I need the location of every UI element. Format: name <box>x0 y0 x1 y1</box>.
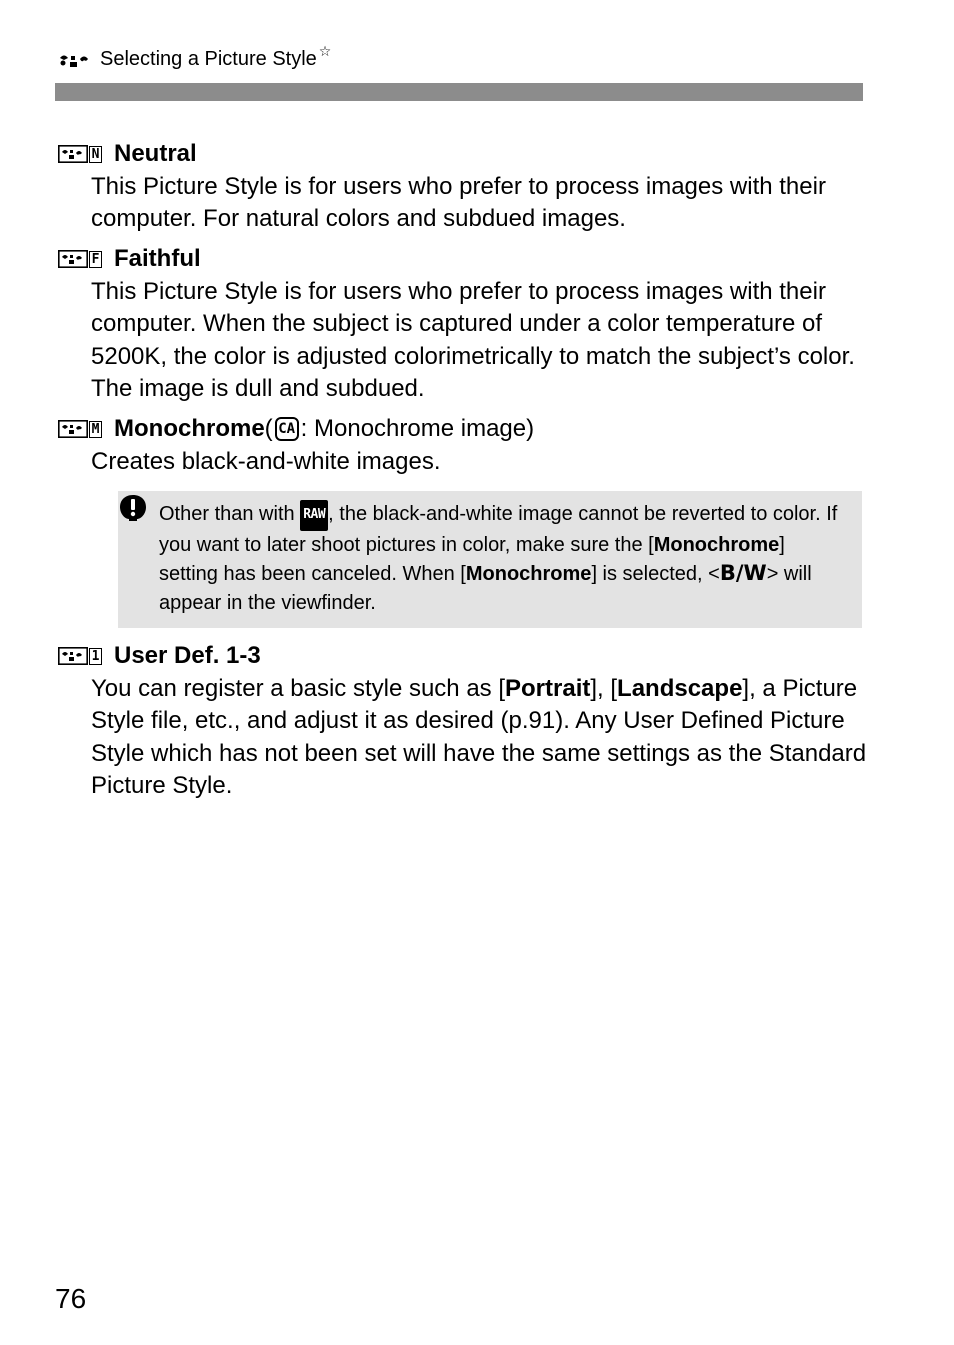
bw-indicator: B/W <box>719 561 767 586</box>
raw-icon: RAW <box>300 500 328 531</box>
picture-style-faithful-icon <box>58 249 102 269</box>
monochrome-letter: M <box>89 421 102 438</box>
userdef-text-2: ], [ <box>590 675 618 702</box>
picture-style-neutral-icon <box>58 144 102 164</box>
faithful-title: Faithful <box>114 245 201 272</box>
caution-note <box>118 491 862 628</box>
header-rule <box>55 83 863 101</box>
monochrome-description: Creates black-and-white images. <box>91 448 441 475</box>
monochrome-title: Monochrome <box>114 415 265 442</box>
neutral-letter: N <box>89 146 102 163</box>
faithful-heading <box>58 245 201 273</box>
page-header <box>58 43 332 71</box>
caution-note-text <box>159 500 849 618</box>
userdef-description <box>91 673 871 802</box>
note-part-1: Other than with <box>159 503 301 525</box>
note-part-2: , the black-and-white image cannot be reverted to color. If you want to later shoot pictures in color, make sure the [ <box>159 503 838 556</box>
userdef-heading <box>58 642 261 670</box>
note-part-4: ] is selected, < <box>591 563 720 586</box>
faithful-description: This Picture Style is for users who prefer to process images with their computer. When the subject is captured under a color temperature of 5200K, the color is adjusted colorimetrically to match the subject’s color. The image is dull and subdued. <box>91 278 855 402</box>
picture-style-userdef-icon <box>58 646 102 666</box>
ca-icon: CA <box>275 417 299 441</box>
picture-style-monochrome-icon <box>58 419 102 439</box>
caution-icon <box>118 493 148 523</box>
note-monochrome-1: Monochrome <box>653 533 780 556</box>
note-monochrome-2: Monochrome <box>465 563 592 586</box>
neutral-heading <box>58 140 197 168</box>
monochrome-paren-open: ( <box>264 415 273 442</box>
neutral-description: This Picture Style is for users who prefer to process images with their computer. For natural colors and subdued images. <box>91 173 826 233</box>
advanced-star-icon: ☆ <box>318 43 332 59</box>
note-part-5: > will appear in the viewfinder. <box>159 563 812 615</box>
userdef-title: User Def. 1-3 <box>114 642 261 669</box>
userdef-letter: 1 <box>89 648 102 665</box>
picture-style-icon <box>58 50 92 70</box>
faithful-letter: F <box>89 251 102 268</box>
neutral-title: Neutral <box>114 140 197 167</box>
userdef-text-3: ], a Picture Style file, etc., and adjust it as desired (p.91). Any User Defined Picture Style which has not been set will have the same settings as the Standard Picture Style. <box>91 675 867 799</box>
monochrome-heading <box>58 415 534 443</box>
userdef-landscape: Landscape <box>617 675 743 702</box>
page-number: 76 <box>55 1283 87 1314</box>
header-title: Selecting a Picture Style <box>100 48 317 70</box>
note-part-3: ] setting has been canceled. When [ <box>159 533 785 586</box>
userdef-text-1: You can register a basic style such as [ <box>91 675 505 702</box>
userdef-portrait: Portrait <box>505 675 591 702</box>
monochrome-paren-rest: : Monochrome image) <box>300 415 535 442</box>
